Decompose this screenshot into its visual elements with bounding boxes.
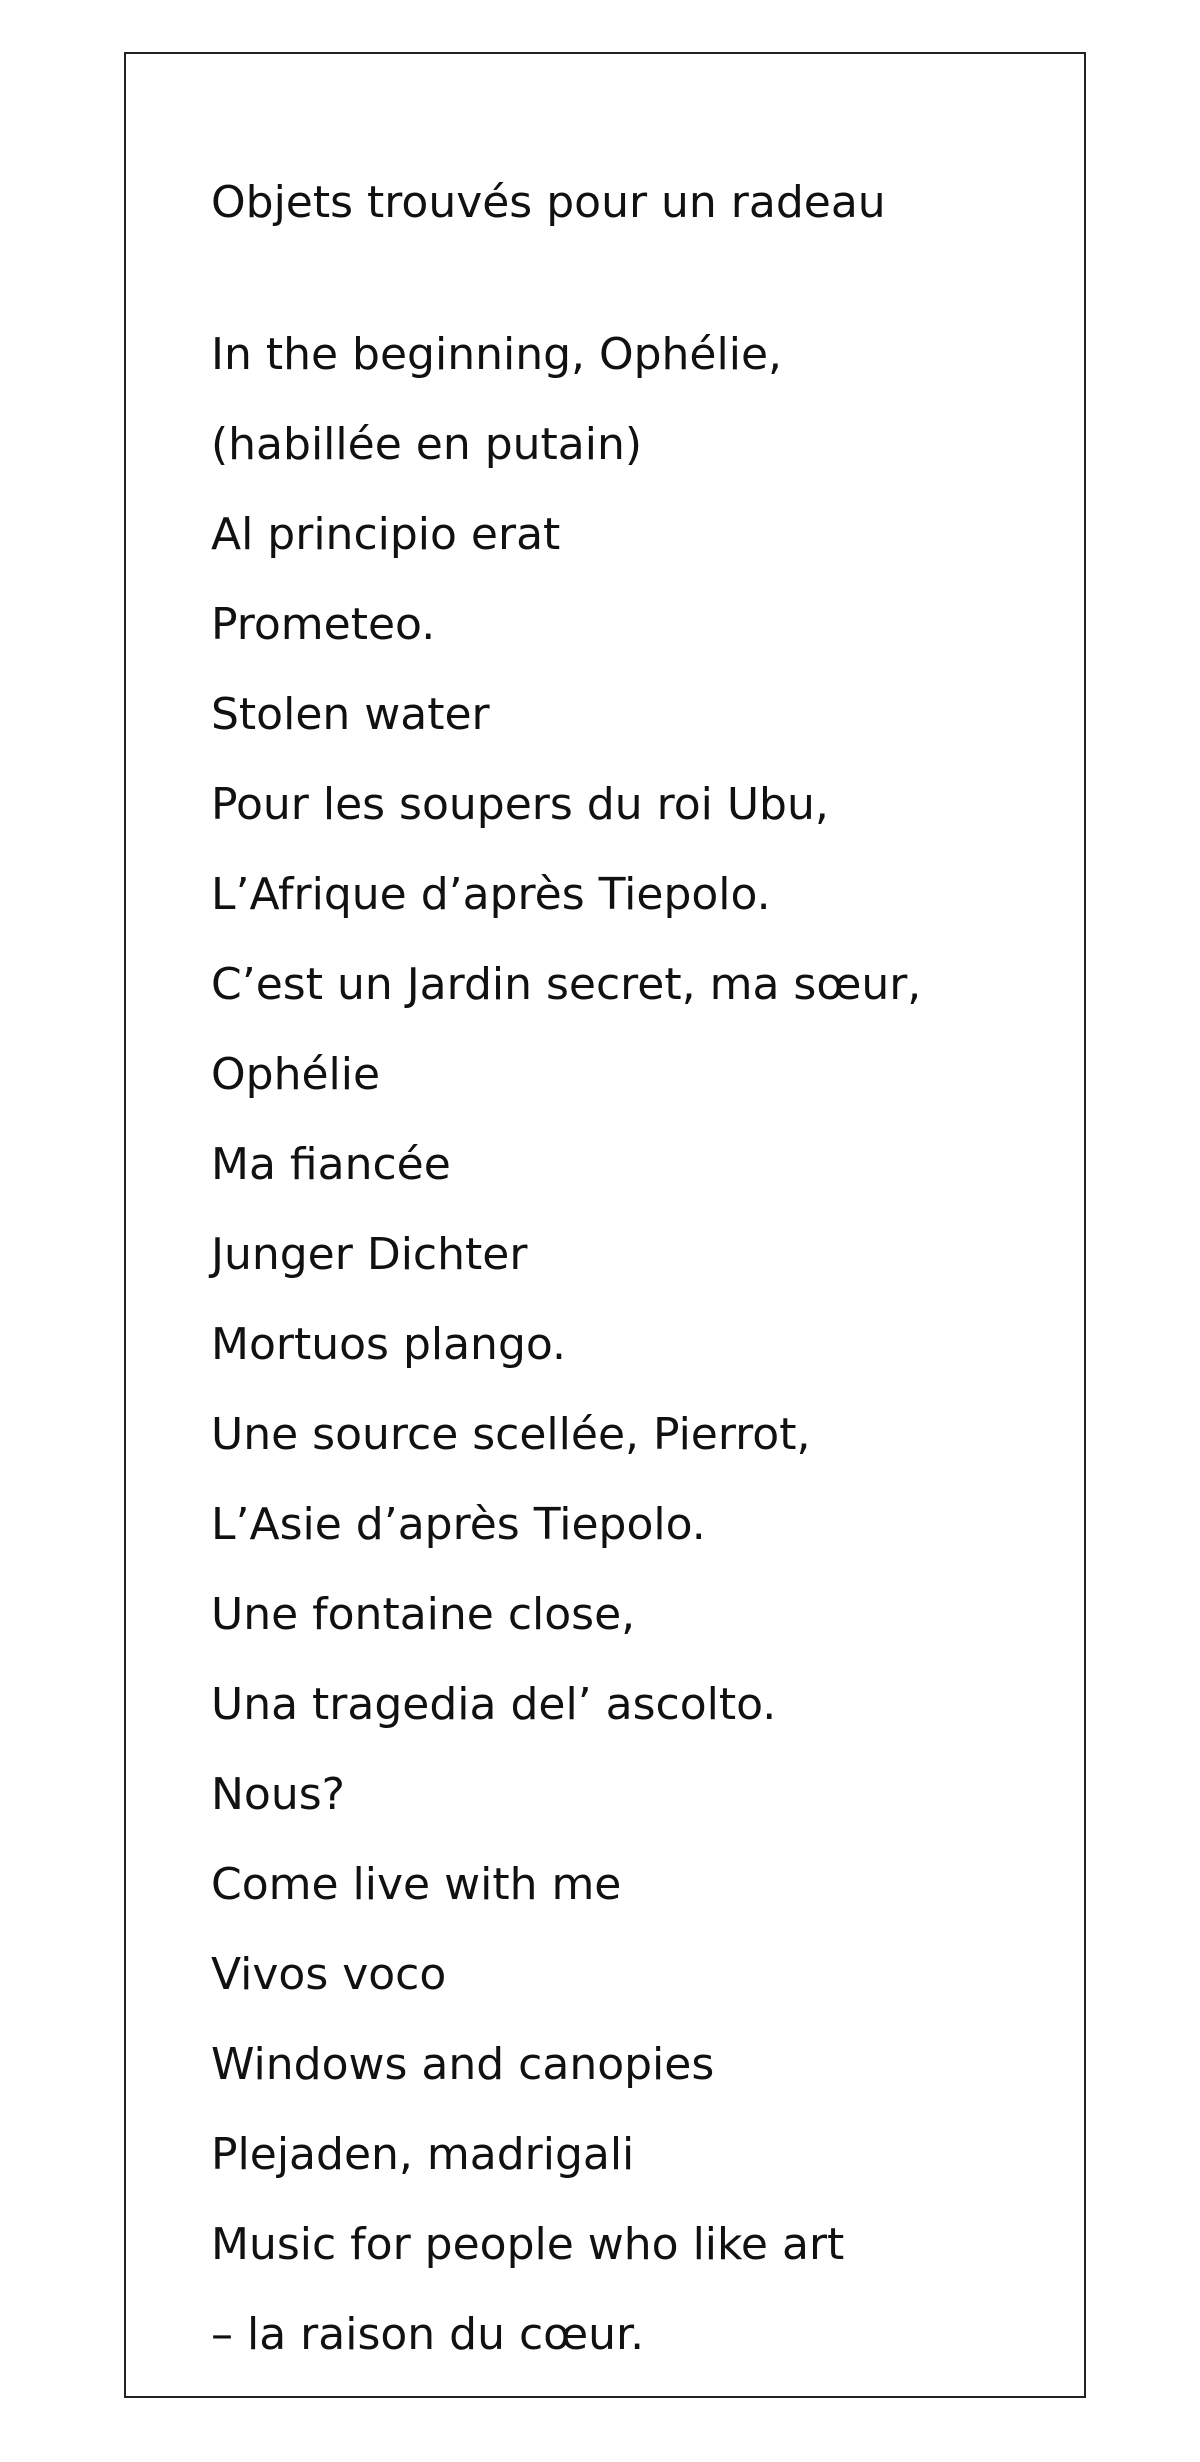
poem-body [211, 327, 921, 2397]
poem-title: Objets trouvés pour un radeau [211, 177, 886, 228]
poem-line: Vivos voco [211, 1949, 447, 2000]
poem-line: Stolen water [211, 689, 490, 740]
poem-line: In the beginning, Ophélie, [211, 329, 783, 380]
poem-line: Une source scellée, Pierrot, [211, 1409, 811, 1460]
poem-line: Mortuos plango. [211, 1319, 567, 1370]
poem-line: – la raison du cœur. [211, 2309, 645, 2360]
poem-line: C’est un Jardin secret, ma sœur, [211, 959, 922, 1010]
poem-line: Nous? [211, 1769, 345, 1820]
poem-line: Al principio erat [211, 509, 561, 560]
poem-line: Windows and canopies [211, 2039, 715, 2090]
poem-line: Prometeo. [211, 599, 436, 650]
poem-line: L’Asie d’après Tiepolo. [211, 1499, 706, 1550]
poem-line: Ma fiancée [211, 1139, 451, 1190]
poem-line: Plejaden, madrigali [211, 2129, 635, 2180]
poem-line: Music for people who like art [211, 2219, 845, 2270]
poem-line: Junger Dichter [211, 1229, 528, 1280]
poem-line: Una tragedia del’ ascolto. [211, 1679, 777, 1730]
poem-line: Come live with me [211, 1859, 622, 1910]
poem-line: Une fontaine close, [211, 1589, 636, 1640]
poem-line: Pour les soupers du roi Ubu, [211, 779, 829, 830]
poem-line: L’Afrique d’après Tiepolo. [211, 869, 771, 920]
poem-line: Ophélie [211, 1049, 381, 1100]
poem-line: (habillée en putain) [211, 419, 642, 470]
